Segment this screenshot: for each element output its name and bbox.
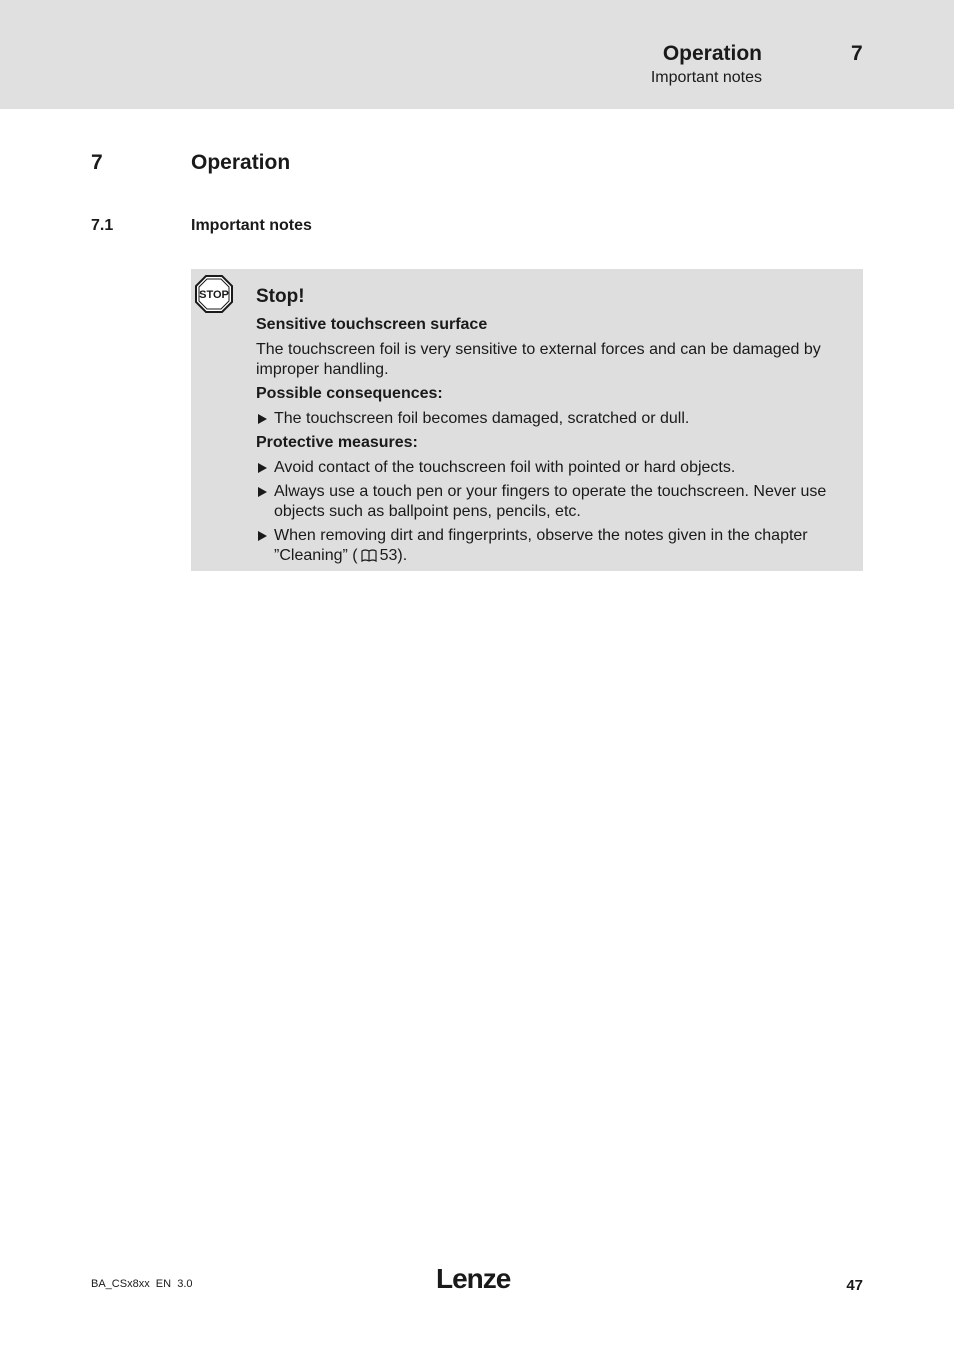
bullet-arrow-icon (258, 531, 267, 541)
measure-item (256, 482, 859, 522)
measure-item (256, 458, 859, 478)
measure-text-before: When removing dirt and fingerprints, observe the notes given in the chapter ”Cleaning” ( (274, 527, 808, 564)
notice-description: The touchscreen foil is very sensitive to external forces and can be damaged by improper handling. (256, 341, 821, 378)
section-number: 7 (91, 151, 103, 174)
stop-icon (195, 275, 233, 313)
page-header (0, 0, 954, 109)
measure-item (256, 526, 859, 566)
subsection-title: Important notes (191, 217, 312, 234)
measures-label: Protective measures: (256, 434, 418, 451)
footer-document-id: BA_CSx8xx EN 3.0 (91, 1278, 193, 1290)
header-title: Operation (662, 42, 762, 65)
bullet-arrow-icon (258, 463, 267, 473)
lenze-logo: Lenze (436, 1263, 511, 1294)
stop-icon-text: STOP (199, 289, 229, 301)
measure-text: Avoid contact of the touchscreen foil with pointed or hard objects. (274, 459, 736, 476)
consequence-text: The touchscreen foil becomes damaged, scratched or dull. (274, 410, 690, 427)
header-chapter-number: 7 (851, 42, 863, 65)
measure-text: Always use a touch pen or your fingers to operate the touchscreen. Never use objects such as ballpoint pens, pencils, etc. (274, 483, 827, 520)
section-title: Operation (191, 151, 291, 174)
notice-subtitle: Sensitive touchscreen surface (256, 316, 488, 333)
notice-body (256, 285, 859, 570)
stop-notice-box (191, 269, 863, 571)
header-subtitle: Important notes (650, 69, 762, 86)
cross-reference-page-link[interactable]: 53 (379, 547, 398, 564)
book-icon (361, 549, 377, 562)
notice-title: Stop! (256, 286, 305, 307)
subsection-number: 7.1 (91, 217, 114, 234)
consequences-label: Possible consequences: (256, 385, 443, 402)
consequence-item (256, 409, 859, 429)
footer-page-number: 47 (846, 1277, 863, 1294)
bullet-arrow-icon (258, 414, 267, 424)
measure-text-after: ). (397, 547, 408, 564)
bullet-arrow-icon (258, 487, 267, 497)
